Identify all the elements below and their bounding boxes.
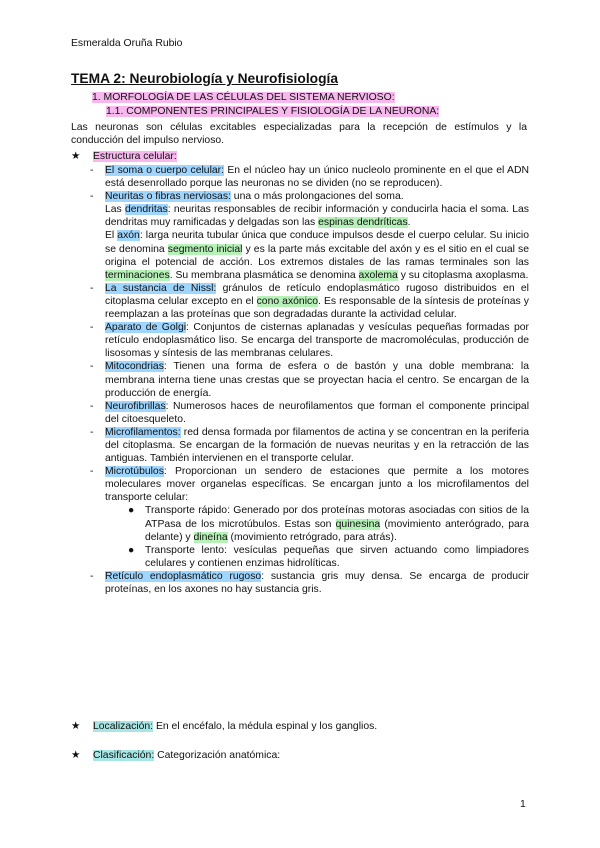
intro-paragraph: Las neuronas son células excitables especializadas para la recepción de estímulos y la conducción del impulso nervioso. [71,122,527,147]
dash-icon: - [90,322,94,334]
list-item: - Microfilamentos: red densa formada por filamentos de actina y se concentran en la periferia del citoplasma. Se encargan de la formación de nuevas neuritas y en la retracción de las antiguas. También intervienen en el transporte celular. [90,426,529,465]
dash-icon: - [90,361,94,373]
star-item-location: ★ Localización: En el encéfalo, la médula espinal y los ganglios. [71,721,378,732]
star-icon: ★ [71,721,81,732]
classification-label: Clasificación: [93,750,155,761]
subsection-heading: 1.1. COMPONENTES PRINCIPALES Y FISIOLOGÍA DE LA NEURONA: [106,106,440,117]
star-item-structure [71,150,177,163]
dash-icon: - [90,191,94,203]
sub-list-item: ● Transporte rápido: Generado por dos proteínas motoras asociadas con sitios de la ATPasa de los microtúbulos. Estas son quinesina (movimiento anterógrado, para delante) y dineína (movimiento retrógrado, para atrás). [128,505,530,543]
list-item: - Neuritas o fibras nerviosas: una o más prolongaciones del soma. Las dendritas: neuritas responsables de recibir información y conducirla hacia el soma. Las dendritas muy ramificadas y delgadas son las espinas dendríticas. El axón: larga neurita tubular única que conduce impulsos desde el cuerpo celular. Su inicio se denomina segmento inicial y es la parte más excitable del axón y es el sitio en el cual se origina el potencial de acción. Los extremos distales de las ramas terminales son las terminaciones. Su membrana plasmática se denomina axolema y su citoplasma axoplasma. [90,191,529,281]
dash-icon: - [90,400,94,412]
star-item-classification: ★ Clasificación: Categorización anatómica: [71,750,281,761]
dash-icon: - [90,466,94,478]
dash-icon: - [90,282,94,294]
dash-icon: - [90,426,94,438]
star-icon: ★ [71,151,81,162]
location-label: Localización: [93,721,154,732]
bullet-icon: ● [128,505,135,517]
bullet-icon: ● [128,544,135,556]
list-item: - Neurofibrillas: Numerosos haces de neurofilamentos que forman el componente principal del citoesqueleto. [90,400,529,425]
list-item: - El soma o cuerpo celular: En el núcleo hay un único nucleolo prominente en el que el ADN está desenrollado porque las neuronas no se dividen (no se reproducen). [90,165,529,190]
page-number: 1 [520,799,526,810]
structure-list [71,164,529,596]
star-icon: ★ [71,750,81,761]
dash-icon: - [90,165,94,176]
structure-label: Estructura celular: [93,151,177,162]
author-name: Esmeralda Oruña Rubio [71,38,183,49]
list-item: - Aparato de Golgi: Conjuntos de cisternas aplanadas y vesículas pequeñas formadas por retículo endoplasmático liso. Se encarga del transporte de macromoléculas, producción de lisosomas y síntesis de las membranas celulares. [90,322,530,360]
page-title: TEMA 2: Neurobiología y Neurofisiología [71,71,339,86]
list-item: - Retículo endoplasmático rugoso: sustancia gris muy densa. Se encarga de producir proteínas, en los axones no hay sustancia gris. [90,570,529,595]
dash-icon: - [90,570,94,582]
section-heading: 1. MORFOLOGÍA DE LAS CÉLULAS DEL SISTEMA NERVIOSO: [92,92,395,103]
list-item: - La sustancia de Nissl: gránulos de retículo endoplasmático rugoso distribuidos en el citoplasma celular excepto en el cono axónico. Es responsable de la síntesis de proteínas y reemplazan a las proteínas que son degradadas durante la actividad celular. [90,282,530,321]
list-item: - Mitocondrias: Tienen una forma de esfera o de bastón y una doble membrana: la membrana interna tiene unas crestas que se proyectan hacia el centro. Se encargan de la producción de energía. [90,361,529,399]
sub-list-item: ● Transporte lento: vesículas pequeñas que sirven actuando como limpiadores celulares y contienen enzimas hidrolíticas. [128,544,529,569]
list-item: - Microtúbulos: Proporcionan un sendero de estaciones que permite a los motores moleculares mover organelas específicas. Se encargan junto a los microfilamentos del transporte celular: [90,466,529,504]
